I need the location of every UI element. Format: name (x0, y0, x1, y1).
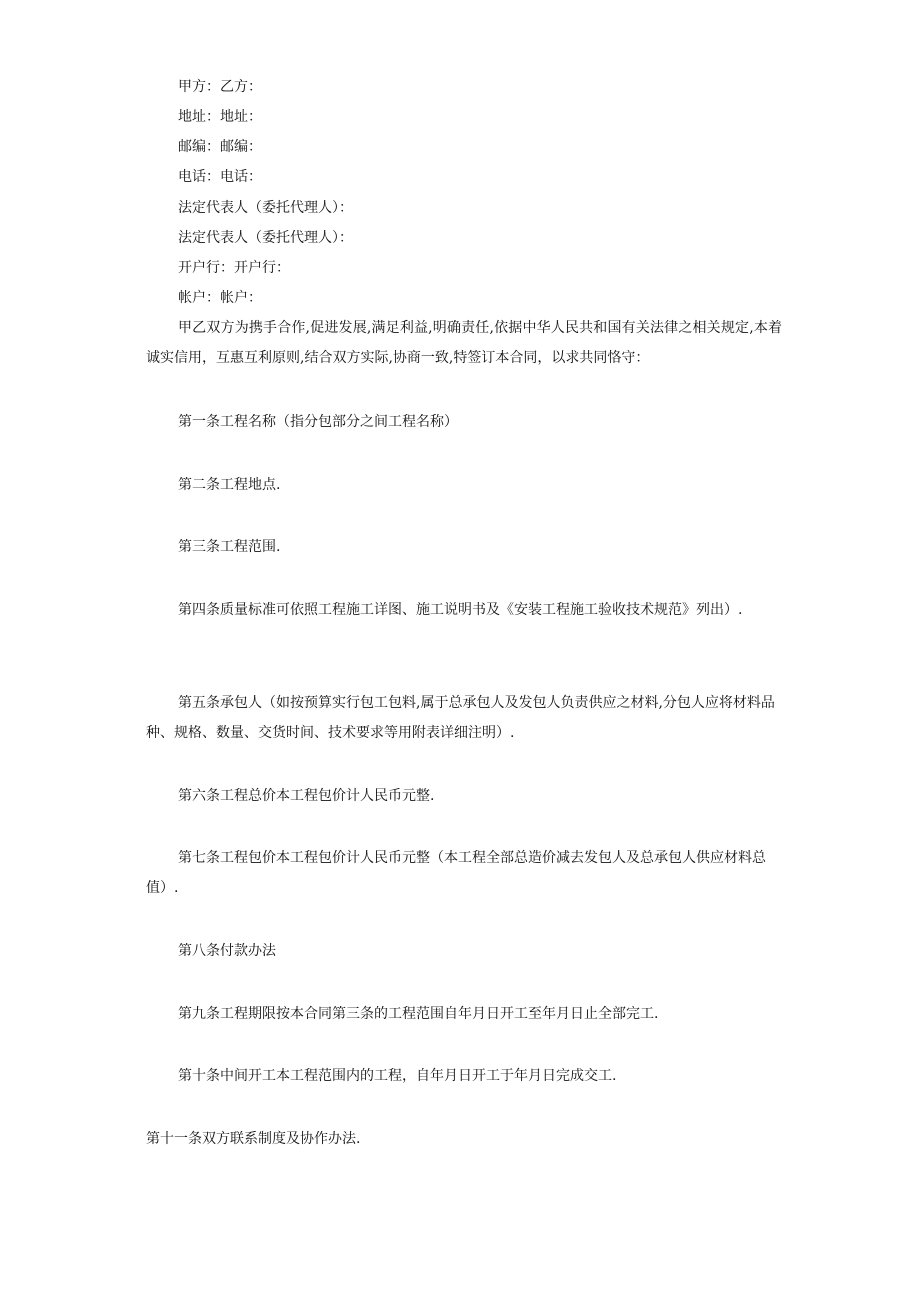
party-names-line: 甲方：乙方： (178, 79, 262, 95)
clause-3: 第三条工程范围. (178, 539, 281, 555)
clause-5: 第五条承包人（如按预算实行包工包料,属于总承包人及发包人负责供应之材料,分包人应将材料品种、规格、数量、交货时间、技术要求等用附表详细注明）. (146, 695, 775, 741)
address-line: 地址：地址： (178, 109, 262, 125)
legal-rep-line-1: 法定代表人（委托代理人）： (178, 200, 353, 216)
clause-7: 第七条工程包价本工程包价计人民币元整（本工程全部总造价减去发包人及总承包人供应材料总值）. (146, 850, 766, 896)
preamble-paragraph: 甲乙双方为携手合作,促进发展,满足利益,明确责任,依据中华人民共和国有关法律之相关规定,本着诚实信用，互惠互利原则,结合双方实际,协商一致,特签订本合同，以求共同恪守： (146, 320, 782, 366)
clause-4: 第四条质量标准可依照工程施工详图、施工说明书及《安装工程施工验收技术规范》列出）. (178, 602, 743, 618)
bank-line: 开户行：开户行： (178, 260, 290, 276)
clause-2: 第二条工程地点. (178, 477, 281, 493)
clause-11: 第十一条双方联系制度及协作办法. (146, 1131, 361, 1147)
clause-9: 第九条工程期限按本合同第三条的工程范围自年月日开工至年月日止全部完工. (178, 1006, 659, 1022)
legal-rep-line-2: 法定代表人（委托代理人）： (178, 230, 353, 246)
clause-1: 第一条工程名称（指分包部分之间工程名称） (178, 414, 458, 430)
clause-6: 第六条工程总价本工程包价计人民币元整. (178, 788, 435, 804)
clause-10: 第十条中间开工本工程范围内的工程，自年月日开工于年月日完成交工. (178, 1068, 617, 1084)
account-line: 帐户：帐户： (178, 290, 262, 306)
clause-8: 第八条付款办法 (178, 943, 276, 959)
postcode-line: 邮编：邮编： (178, 139, 262, 155)
phone-line: 电话：电话： (178, 169, 262, 185)
